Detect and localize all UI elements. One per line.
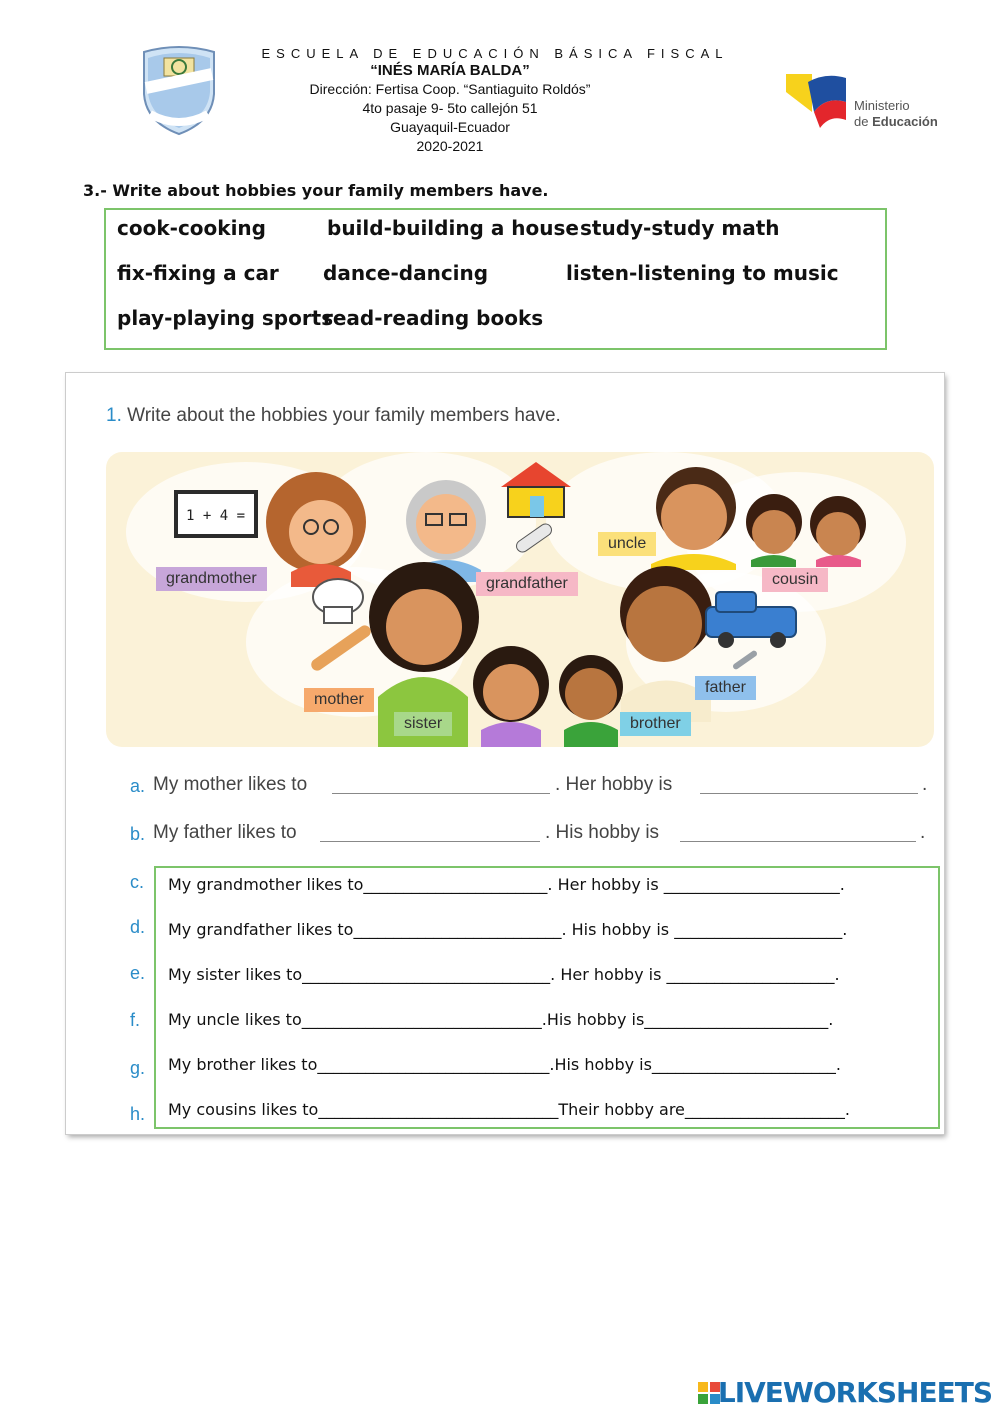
- vocab-item: dance-dancing: [323, 261, 489, 285]
- label-grandmother: grandmother: [156, 567, 267, 591]
- question-b-blank1: [320, 841, 540, 842]
- label-father: father: [695, 676, 756, 700]
- question-b-blank2: [680, 841, 916, 842]
- answer-line-cousins[interactable]: My cousins likes to______________________________Their hobby are____________________.: [168, 1100, 850, 1119]
- question-letter-c: c.: [130, 872, 145, 892]
- label-sister: sister: [394, 712, 452, 736]
- label-uncle: uncle: [598, 532, 656, 556]
- question-letter-e: e.: [130, 963, 146, 983]
- watermark-text: LIVEWORKSHEETS: [717, 1376, 992, 1409]
- vocab-item: fix-fixing a car: [117, 261, 279, 285]
- school-name: “INÉS MARÍA BALDA”: [370, 62, 530, 79]
- vocab-item: cook-cooking: [117, 216, 266, 240]
- liveworksheets-logo-icon: [698, 1382, 720, 1404]
- question-letter-a: a.: [130, 776, 146, 796]
- question-a-blank2: [700, 793, 918, 794]
- question-letter-d: d.: [130, 917, 146, 937]
- question-b-part1: My father likes to: [153, 822, 297, 843]
- label-grandfather: grandfather: [476, 572, 578, 596]
- school-city: Guayaquil-Ecuador: [390, 119, 510, 135]
- school-year: 2020-2021: [416, 138, 484, 154]
- question-a-end: .: [922, 774, 928, 795]
- question-letter-b: b.: [130, 824, 146, 844]
- label-cousin: cousin: [762, 568, 828, 592]
- answer-line-brother[interactable]: My brother likes to_____________________________.His hobby is_______________________.: [168, 1055, 842, 1074]
- calc-text: 1 + 4 =: [186, 508, 246, 524]
- question-a-part1: My mother likes to: [153, 774, 308, 795]
- question-a-blank1: [332, 793, 550, 794]
- label-mother: mother: [304, 688, 374, 712]
- vocab-item: read-reading books: [323, 306, 544, 330]
- question-letter-h: h.: [130, 1104, 146, 1124]
- answer-line-grandmother[interactable]: My grandmother likes to_______________________. Her hobby is ______________________.: [168, 875, 845, 894]
- book-instruction: 1. Write about the hobbies your family members have.: [106, 405, 561, 426]
- ministry-logo: [786, 72, 946, 132]
- vocab-item: listen-listening to music: [566, 261, 839, 285]
- exercise-instruction: 3.- Write about hobbies your family members have.: [83, 181, 549, 200]
- question-letter-g: g.: [130, 1058, 146, 1078]
- school-street: 4to pasaje 9- 5to callejón 51: [362, 100, 538, 116]
- question-b-end: .: [920, 822, 926, 843]
- label-brother: brother: [620, 712, 691, 736]
- school-address: Dirección: Fertisa Coop. “Santiaguito Roldós”: [309, 81, 591, 97]
- answer-box: [154, 866, 940, 1129]
- vocab-item: study-study math: [580, 216, 780, 240]
- vocab-item: play-playing sports: [117, 306, 334, 330]
- ministry-line1: Ministerio: [854, 98, 910, 113]
- school-type: ESCUELA DE EDUCACIÓN BÁSICA FISCAL: [261, 46, 729, 61]
- family-illustration: [106, 452, 934, 747]
- answer-line-sister[interactable]: My sister likes to_______________________________. Her hobby is _____________________.: [168, 965, 840, 984]
- question-a-part2: . Her hobby is: [555, 774, 673, 795]
- answer-line-grandfather[interactable]: My grandfather likes to__________________________. His hobby is _____________________.: [168, 920, 848, 939]
- question-letter-f: f.: [130, 1010, 141, 1030]
- question-b-part2: . His hobby is: [545, 822, 660, 843]
- answer-line-uncle[interactable]: My uncle likes to______________________________.His hobby is_______________________.: [168, 1010, 834, 1029]
- vocab-item: build-building a house: [327, 216, 579, 240]
- ministry-line2: de Educación: [854, 114, 938, 129]
